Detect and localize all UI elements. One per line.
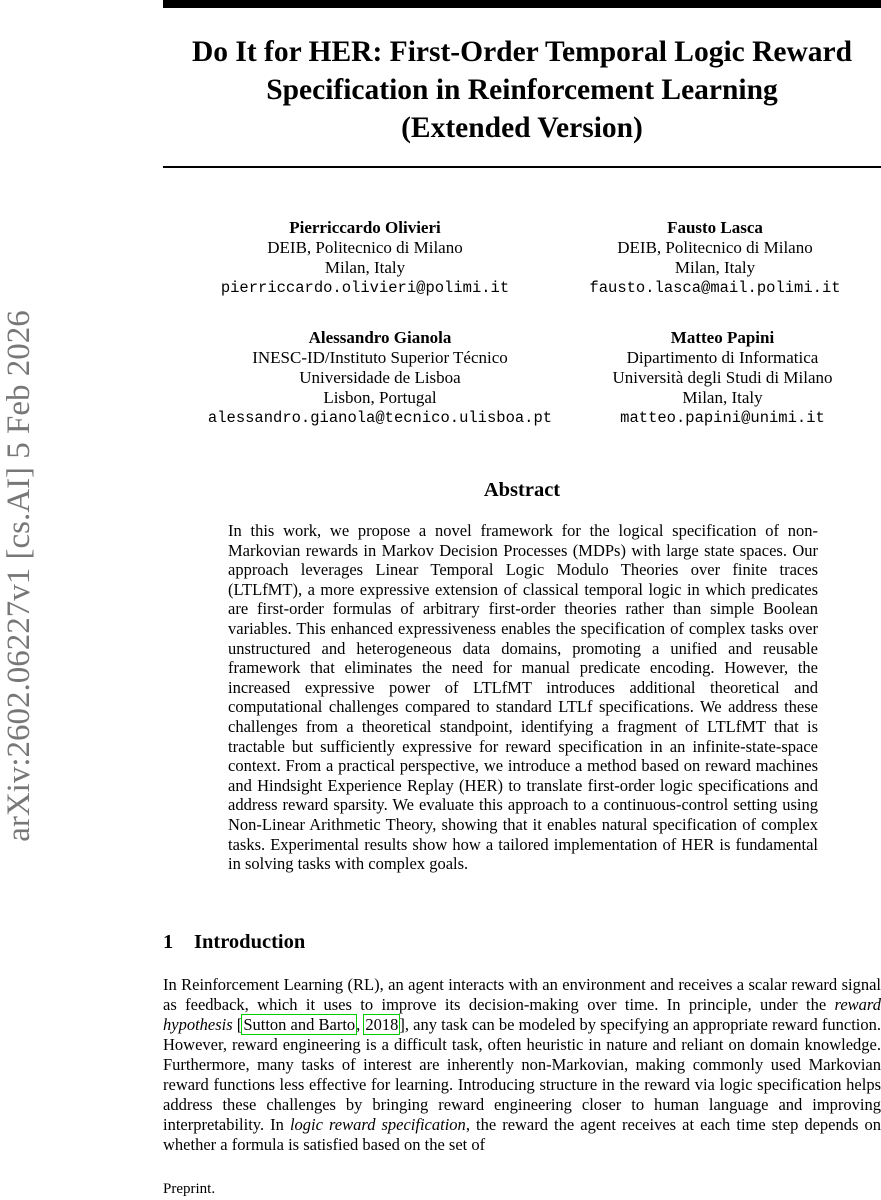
author-email: matteo.papini@unimi.it [620,409,825,427]
author-university: Universidade de Lisboa [299,368,461,387]
abstract-heading: Abstract [483,479,561,501]
section-title: Introduction [194,931,306,953]
author-affiliation: DEIB, Politecnico di Milano [267,238,463,257]
intro-text-3: , [356,1015,365,1034]
author-name: Fausto Lasca [667,218,763,237]
intro-emphasis-logic-reward: logic reward specification [289,1115,466,1134]
intro-text-4: ], any task can be modeled by specifying an appropriate reward function. However, reward engineering is a difficult task, often heuristic in nature and reliant on domain knowledge. Furthermore, many tasks of interest are inherently non-Markovian, making commonly used Markovian reward functions less effective for learning. Introducing structure in the reward via logic specification helps address these challenges by bringing reward engineering closer to human language and improving interpretability. In [163,1015,881,1134]
author-email: alessandro.gianola@tecnico.ulisboa.pt [207,409,553,427]
author-name: Matteo Papini [670,328,775,347]
section-heading-introduction [163,931,305,954]
title-line-1: Do It for HER: First-Order Temporal Logic Reward [191,36,853,68]
author-email: fausto.lasca@mail.polimi.it [589,279,841,297]
title-line-2: Specification in Reinforcement Learning [266,74,778,106]
citation-link-authors[interactable]: Sutton and Barto [243,1015,356,1034]
author-block-papini [555,328,881,428]
footer-preprint: Preprint. [163,1181,216,1197]
author-block-lasca [555,218,875,298]
title-line-3: (Extended Version) [401,112,643,144]
arxiv-stamp: arXiv:2602.06227v1 [cs.AI] 5 Feb 2026 [1,310,37,842]
author-email: pierriccardo.olivieri@polimi.it [220,279,510,297]
author-affiliation: Dipartimento di Informatica [626,348,819,367]
author-location: Milan, Italy [324,258,406,277]
author-name: Pierriccardo Olivieri [289,218,441,237]
author-location: Milan, Italy [682,388,763,407]
intro-text-5: , the reward the agent receives at each time step depends on whether a formula is satisfied based on the set of [163,1115,881,1154]
author-block-olivieri [195,218,535,298]
author-location: Lisbon, Portugal [323,388,437,407]
intro-emphasis-reward-hypothesis: reward hypothesis [163,995,881,1034]
abstract-body: In this work, we propose a novel framework for the logical specification of non-Markovian rewards in Markov Decision Processes (MDPs) with large state spaces. Our approach leverages Linear Temporal Logic Modulo Theories over finite traces (LTLfMT), a more expressive extension of classical temporal logic in which predicates are first-order formulas of arbitrary first-order theories rather than simple Boolean variables. This enhanced expressiveness enables the specification of complex tasks over unstructured and heterogeneous data domains, promoting a unified and reusable framework that eliminates the need for manual predicate encoding. However, the increased expressive power of LTLfMT introduces additional theoretical and computational challenges compared to standard LTLf specifications. We address these challenges from a theoretical standpoint, identifying a fragment of LTLfMT that is tractable but sufficiently expressive for reward specification in an infinite-state-space context. From a practical perspective, we introduce a method based on reward machines and Hindsight Experience Replay (HER) to translate first-order logic specifications and address reward sparsity. We evaluate this approach to a continuous-control setting using Non-Linear Arithmetic Theory, showing that it enables natural specification of complex tasks. Experimental results show how a tailored implementation of HER is fundamental in solving tasks with complex goals. [228,521,818,874]
intro-text-2: [ [232,1015,243,1034]
author-name: Alessandro Gianola [308,328,452,347]
author-affiliation: DEIB, Politecnico di Milano [617,238,813,257]
author-block-gianola [190,328,570,428]
top-rule [163,0,881,8]
author-affiliation: INESC-ID/Instituto Superior Técnico [252,348,508,367]
citation-link-year[interactable]: 2018 [365,1015,399,1034]
author-university: Università degli Studi di Milano [612,368,833,387]
section-number: 1 [163,931,174,953]
intro-text-1: In Reinforcement Learning (RL), an agent interacts with an environment and receives a scalar reward signal as feedback, which it uses to improve its decision-making over time. In principle, under the [163,975,881,1014]
author-location: Milan, Italy [674,258,756,277]
title-bottom-rule [163,166,881,168]
paper-title [163,33,881,147]
intro-paragraph [163,975,881,1155]
